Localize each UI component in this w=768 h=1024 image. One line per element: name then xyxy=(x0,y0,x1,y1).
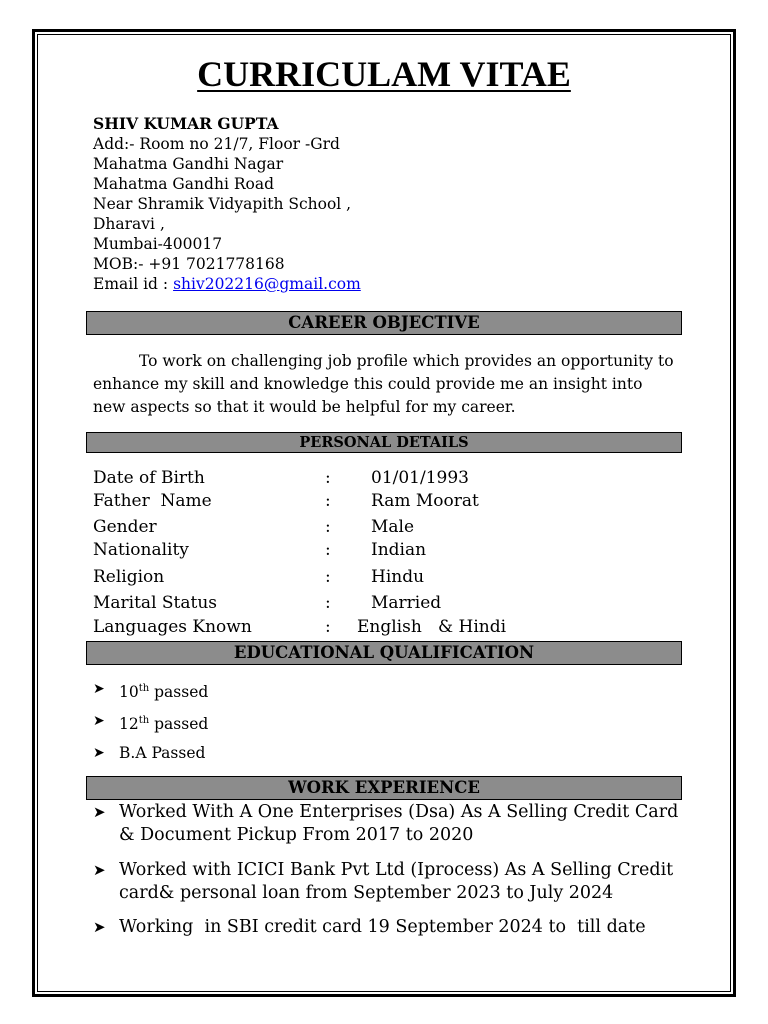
work-text: Worked With A One Enterprises (Dsa) As A Selling Credit Card & Document Pickup From 2017 to 2020 xyxy=(119,802,679,845)
arrow-bullet-icon: ➤ xyxy=(93,918,106,936)
field-label: Marital Status xyxy=(93,593,218,613)
field-label: Father Name xyxy=(93,491,212,511)
field-label: Gender xyxy=(93,517,157,537)
arrow-bullet-icon: ➤ xyxy=(93,681,105,697)
ordinal-suffix: th xyxy=(138,715,150,726)
field-separator: : xyxy=(325,593,331,613)
mobile-number: MOB:- +91 7021778168 xyxy=(93,255,285,273)
address-line: Mahatma Gandhi Nagar xyxy=(93,155,284,173)
field-label: Languages Known xyxy=(93,617,252,637)
arrow-bullet-icon: ➤ xyxy=(93,745,105,761)
address-line: Add:- Room no 21/7, Floor -Grd xyxy=(93,135,340,153)
work-item xyxy=(93,916,683,939)
career-objective-heading: CAREER OBJECTIVE xyxy=(86,311,682,335)
email-label: Email id : xyxy=(93,275,174,293)
field-value: 01/01/1993 xyxy=(371,468,469,488)
field-value: Indian xyxy=(371,540,427,560)
email-link[interactable]: shiv202216@gmail.com xyxy=(173,275,361,293)
field-value: Male xyxy=(371,517,415,537)
address-line: Mahatma Gandhi Road xyxy=(93,175,274,193)
work-experience-heading: WORK EXPERIENCE xyxy=(86,776,682,800)
arrow-bullet-icon: ➤ xyxy=(93,803,106,821)
work-text: Worked with ICICI Bank Pvt Ltd (Iprocess) As A Selling Credit card& personal loan from September 2023 to July 2024 xyxy=(119,860,674,903)
personal-details-heading: PERSONAL DETAILS xyxy=(86,432,682,453)
address-line: Dharavi , xyxy=(93,215,165,233)
document-title: CURRICULAM VITAE xyxy=(197,54,571,94)
address-line: Mumbai-400017 xyxy=(93,235,223,253)
education-number: 12 xyxy=(119,715,139,734)
contact-block xyxy=(93,114,361,294)
candidate-name: SHIV KUMAR GUPTA xyxy=(93,114,279,133)
educational-qualification-heading: EDUCATIONAL QUALIFICATION xyxy=(86,641,682,665)
ordinal-suffix: th xyxy=(138,683,150,694)
work-item xyxy=(93,801,683,847)
field-separator: : xyxy=(325,517,331,537)
arrow-bullet-icon: ➤ xyxy=(93,861,106,879)
education-text: passed xyxy=(149,715,209,734)
field-label: Religion xyxy=(93,567,165,587)
field-separator: : xyxy=(325,617,331,637)
field-value: Ram Moorat xyxy=(371,491,479,511)
education-text: passed xyxy=(149,683,209,702)
arrow-bullet-icon: ➤ xyxy=(93,713,105,729)
field-label: Nationality xyxy=(93,540,189,560)
field-label: Date of Birth xyxy=(93,468,205,488)
education-text: B.A Passed xyxy=(119,744,206,762)
career-objective-text: To work on challenging job profile which provides an opportunity to enhance my skill and knowledge this could provide me an insight into new aspects so that it would be helpful for my career. xyxy=(93,352,674,416)
field-value: Married xyxy=(371,593,442,613)
email-row xyxy=(93,274,361,294)
field-value: English & Hindi xyxy=(357,617,507,637)
work-item xyxy=(93,859,683,905)
field-separator: : xyxy=(325,540,331,560)
field-separator: : xyxy=(325,491,331,511)
address-line: Near Shramik Vidyapith School , xyxy=(93,195,352,213)
education-number: 10 xyxy=(119,683,139,702)
field-value: Hindu xyxy=(371,567,425,587)
field-separator: : xyxy=(325,468,331,488)
work-text: Working in SBI credit card 19 September 2024 to till date xyxy=(119,917,646,937)
field-separator: : xyxy=(325,567,331,587)
